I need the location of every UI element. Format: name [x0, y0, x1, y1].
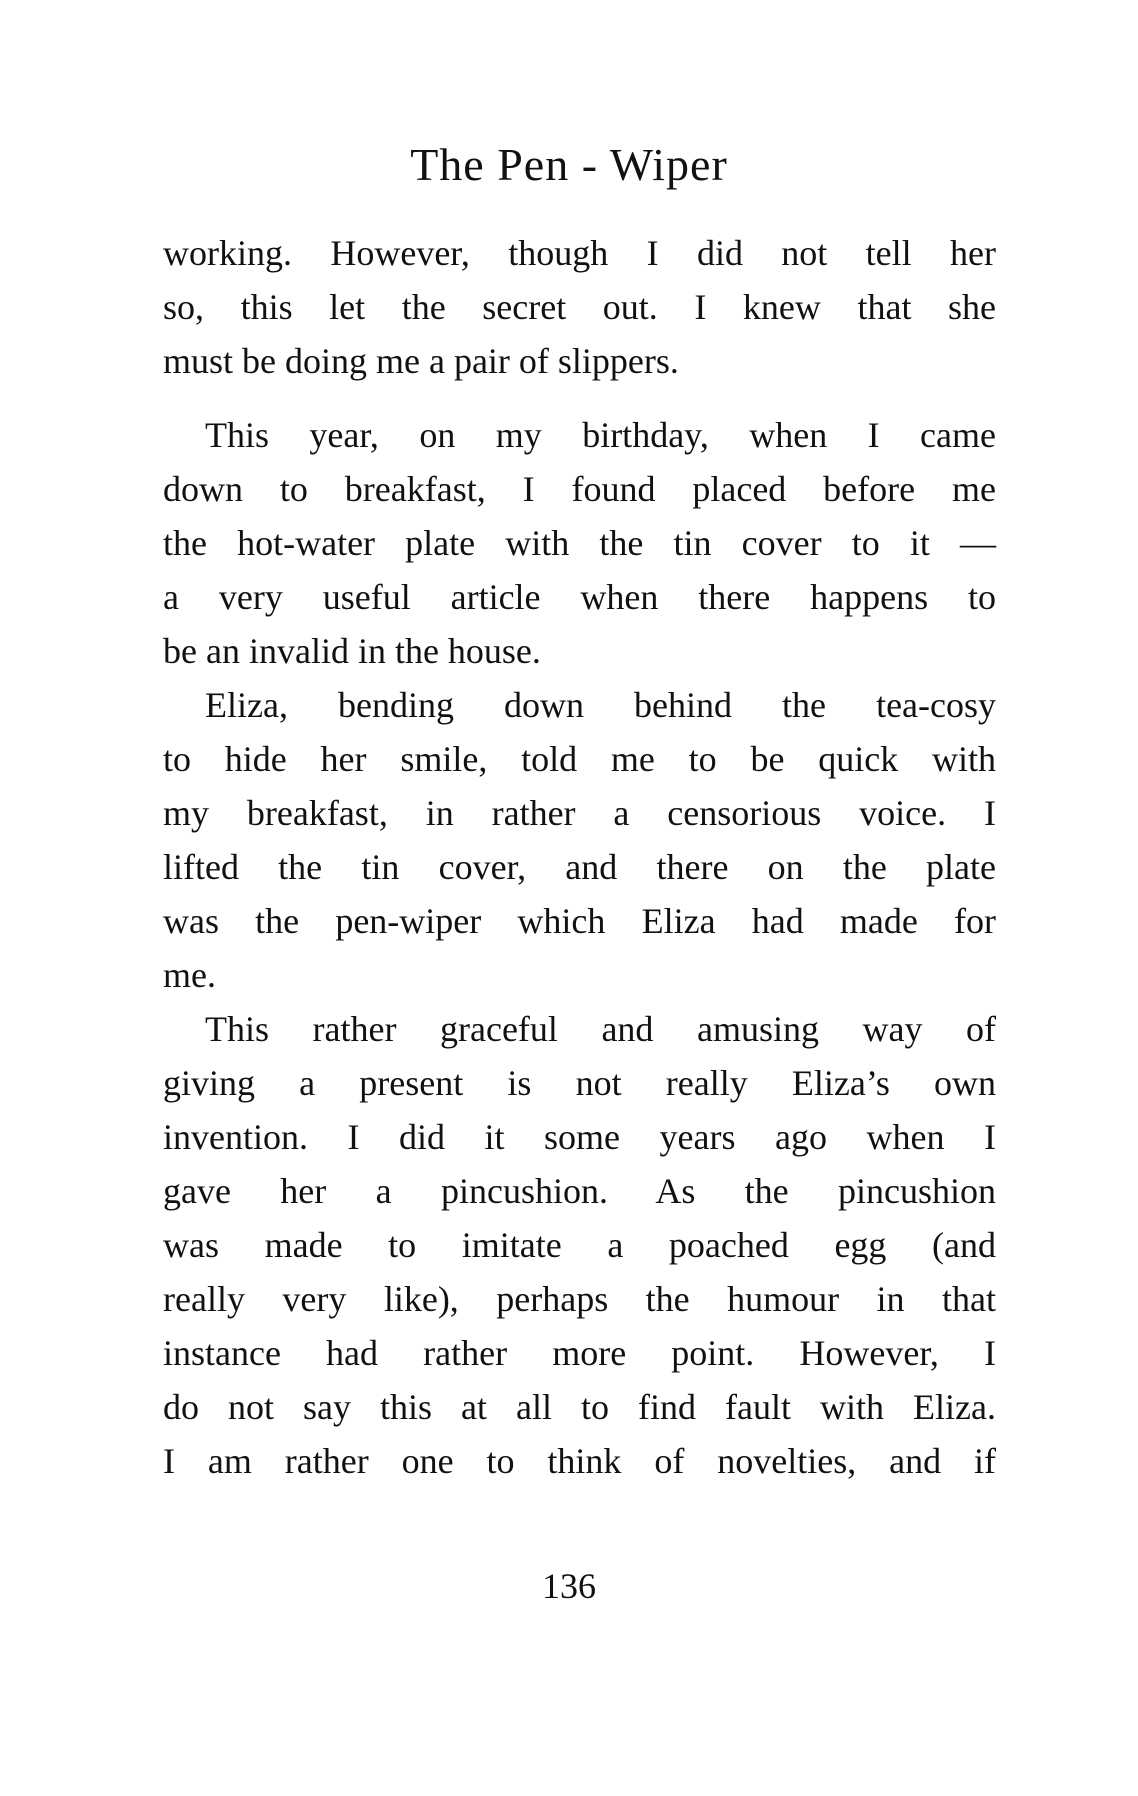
- text-line: down to breakfast, I found placed before me: [163, 469, 996, 509]
- text-line: giving a present is not really Eliza’s own: [163, 1063, 996, 1103]
- text-line: This rather graceful and amusing way of: [205, 1009, 996, 1049]
- text-line: a very useful article when there happens to: [163, 577, 996, 617]
- paragraph-3: [163, 678, 996, 1002]
- text-line: so, this let the secret out. I knew that she: [163, 287, 996, 327]
- text-line: was made to imitate a poached egg (and: [163, 1225, 996, 1265]
- text-line: was the pen-wiper which Eliza had made for: [163, 901, 996, 941]
- page-number: 136: [542, 1566, 596, 1606]
- text-line: working. However, though I did not tell her: [163, 233, 996, 273]
- text-line: invention. I did it some years ago when I: [163, 1117, 996, 1157]
- text-line: the hot-water plate with the tin cover to it —: [163, 523, 996, 563]
- text-line: Eliza, bending down behind the tea-cosy: [205, 685, 996, 725]
- text-line: gave her a pincushion. As the pincushion: [163, 1171, 996, 1211]
- paragraph-2: [163, 408, 996, 678]
- text-line: must be doing me a pair of slippers.: [163, 341, 679, 381]
- text-line: to hide her smile, told me to be quick with: [163, 739, 996, 779]
- text-line: really very like), perhaps the humour in that: [163, 1279, 996, 1319]
- text-line: me.: [163, 955, 216, 995]
- text-line: I am rather one to think of novelties, and if: [163, 1441, 996, 1481]
- text-line: do not say this at all to find fault with Eliza.: [163, 1387, 996, 1427]
- text-line: lifted the tin cover, and there on the plate: [163, 847, 996, 887]
- running-head: The Pen - Wiper: [410, 139, 728, 190]
- paragraph-1: [163, 226, 996, 388]
- text-line: This year, on my birthday, when I came: [205, 415, 996, 455]
- text-line: instance had rather more point. However, I: [163, 1333, 996, 1373]
- text-line: my breakfast, in rather a censorious voice. I: [163, 793, 996, 833]
- paragraph-4: [163, 1002, 996, 1488]
- text-line: be an invalid in the house.: [163, 631, 541, 671]
